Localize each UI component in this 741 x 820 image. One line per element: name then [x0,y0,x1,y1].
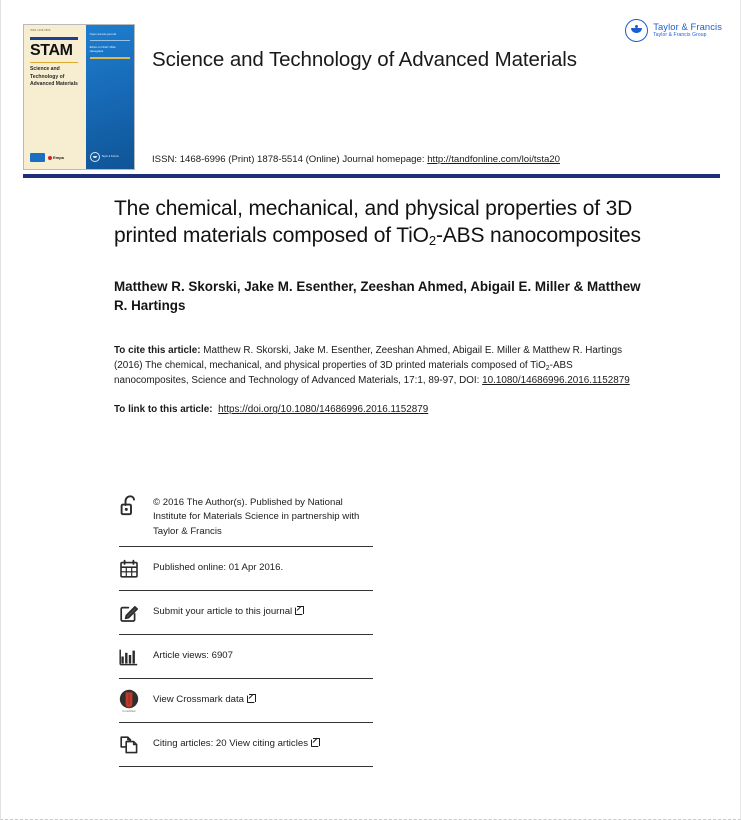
crossmark-text[interactable] [153,693,373,707]
citing-articles-text[interactable] [153,737,373,751]
taylor-francis-group: Taylor & Francis Group [653,32,707,39]
cover-open-access-label: Open access journal [89,32,116,36]
citing-articles-icon [119,734,153,755]
external-link-icon [295,607,303,615]
journal-title: Science and Technology of Advanced Materials [152,48,577,71]
cover-blue-rule [30,37,78,39]
citing-articles-label: Citing articles: 20 View citing articles [153,738,308,750]
published-online-text: Published online: 01 Apr 2016. [153,562,284,574]
article-title-part2: -ABS nanocomposites [435,223,641,247]
cover-issn-text: ISSN 1468-6996 [30,29,51,32]
article-title-subscript: 2 [428,232,436,248]
cover-divider-1 [90,40,130,41]
external-link-icon [247,695,255,703]
article-views-text: Article views: 6907 [153,650,233,662]
submit-article-label: Submit your article to this journal [153,606,293,618]
citation-block [114,343,644,418]
cover-acronym: STAM [30,41,73,59]
masthead-divider [23,174,720,178]
cover-editor-label: Editor-in-Chief: Mike Hasegawa [89,44,116,53]
cover-publisher-logo [90,152,119,162]
external-link-icon [311,739,319,747]
metadata-row-crossmark[interactable] [119,679,373,723]
empa-badge [48,155,64,160]
doi-url-link[interactable]: https://doi.org/10.1080/14686996.2016.1152879 [218,404,429,416]
submit-article-text[interactable] [153,605,373,619]
article-title-part1: The chemical, mechanical, and physical properties of 3D printed materials composed of TiO [114,197,633,247]
bar-chart-icon [119,648,153,666]
metadata-row-views [119,635,373,679]
taylor-francis-logo[interactable] [625,19,722,42]
crossmark-label: CrossMark [122,709,136,713]
metadata-row-citing[interactable] [119,723,373,767]
issn-line [152,154,560,165]
cite-text-b: -ABS nanocomposites, Science and Technology of Advanced Materials, 17:1, 89-97, DOI: [114,359,573,387]
copyright-text: © 2016 The Author(s). Published by National Institute for Materials Science in partnership with Taylor & Francis [153,497,360,537]
cite-text-a: Matthew R. Skorski, Jake M. Esenther, Zeeshan Ahmed, Abigail E. Miller & Matthew R. Hartings (2016) The chemical, mechanical, and physical properties of 3D printed materials composed of TiO [114,344,623,371]
cover-left-panel [24,25,86,169]
cite-this-article [114,343,644,388]
journal-masthead [1,0,740,172]
nims-badge-icon [30,153,45,162]
issn-text: ISSN: 1468-6996 (Print) 1878-5514 (Online) Journal homepage: [152,154,425,165]
taylor-francis-mark-icon [625,19,648,42]
link-to-article-row [114,402,644,417]
cover-gold-rule [30,62,78,63]
article-title [114,196,644,250]
link-label: To link to this article: [114,404,213,416]
metadata-row-submit[interactable] [119,591,373,635]
cover-right-panel [86,25,134,169]
submit-pencil-icon [119,603,153,623]
crossmark-icon [119,689,153,713]
article-block [114,196,644,417]
journal-cover-thumbnail[interactable] [23,24,135,170]
metadata-row-copyright [119,489,373,547]
cover-subtitle: Science and Technology of Advanced Materials [30,65,78,88]
taylor-francis-name: Taylor & Francis [653,21,722,33]
cite-subscript: 2 [545,364,550,372]
empa-badge-label: Empa [53,155,64,160]
article-authors: Matthew R. Skorski, Jake M. Esenther, Zeeshan Ahmed, Abigail E. Miller & Matthew R. Hartings [114,278,641,313]
cover-tf-label: Taylor & Francis [101,155,119,159]
empa-dot-icon [48,156,52,160]
article-metadata-list [119,489,373,767]
journal-homepage-link[interactable]: http://tandfonline.com/loi/tsta20 [427,154,560,165]
cover-gold-band [90,57,130,59]
cover-publisher-badges [30,153,64,162]
cite-doi-link[interactable]: 10.1080/14686996.2016.1152879 [482,375,630,387]
crossmark-link-label: View Crossmark data [153,694,244,706]
calendar-icon [119,559,153,579]
open-access-lock-icon [119,489,153,518]
cite-label: To cite this article: [114,344,201,356]
metadata-row-published [119,547,373,591]
cover-tf-mark-icon [90,152,100,162]
